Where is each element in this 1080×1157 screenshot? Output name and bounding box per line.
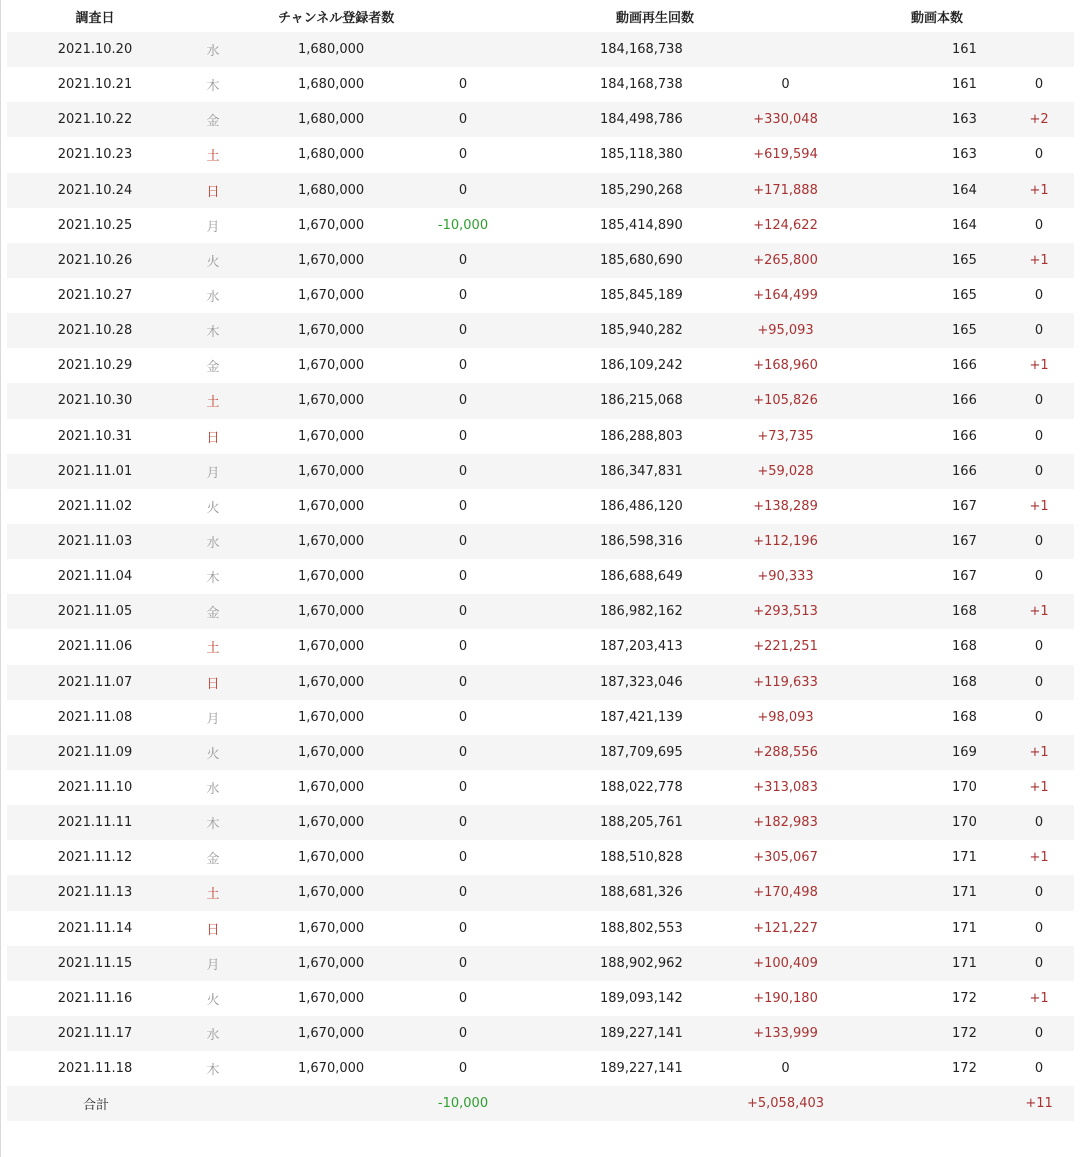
table-row <box>7 735 1074 770</box>
cell-subscribers-diff: 0 <box>393 981 533 1016</box>
cell-date: 2021.10.23 <box>7 137 183 172</box>
cell-videos-diff: +1 <box>1004 243 1074 278</box>
cell-videos: 166 <box>878 454 1004 489</box>
cell-subscribers-diff: 0 <box>393 102 533 137</box>
cell-videos: 172 <box>878 1016 1004 1051</box>
table-row <box>7 629 1074 664</box>
cell-views: 188,205,761 <box>533 805 693 840</box>
cell-views: 189,227,141 <box>533 1016 693 1051</box>
cell-views-diff: +330,048 <box>693 102 878 137</box>
cell-date: 2021.10.30 <box>7 383 183 418</box>
cell-date: 2021.11.02 <box>7 489 183 524</box>
cell-videos-diff: 0 <box>1004 524 1074 559</box>
cell-subscribers-diff: 0 <box>393 665 533 700</box>
cell-views-diff: +170,498 <box>693 875 878 910</box>
cell-subscribers-diff: 0 <box>393 1016 533 1051</box>
cell-videos-diff: +1 <box>1004 489 1074 524</box>
cell-views-diff: 0 <box>693 67 878 102</box>
cell-subscribers: 1,670,000 <box>243 1051 393 1086</box>
cell-views-diff: +95,093 <box>693 313 878 348</box>
cell-videos: 163 <box>878 102 1004 137</box>
cell-date: 2021.11.14 <box>7 911 183 946</box>
cell-subscribers: 1,670,000 <box>243 278 393 313</box>
cell-subscribers-diff: 0 <box>393 875 533 910</box>
cell-videos-diff: 0 <box>1004 700 1074 735</box>
table-row <box>7 67 1074 102</box>
total-label: 合計 <box>7 1086 183 1121</box>
cell-subscribers: 1,670,000 <box>243 875 393 910</box>
total-subscribers-diff: -10,000 <box>393 1086 533 1121</box>
cell-videos-diff: 0 <box>1004 313 1074 348</box>
cell-day-of-week: 土 <box>183 383 243 418</box>
cell-subscribers-diff: 0 <box>393 278 533 313</box>
cell-subscribers-diff: 0 <box>393 805 533 840</box>
cell-videos: 170 <box>878 805 1004 840</box>
cell-views: 186,347,831 <box>533 454 693 489</box>
cell-views: 185,845,189 <box>533 278 693 313</box>
cell-videos-diff: 0 <box>1004 875 1074 910</box>
cell-videos-diff: +1 <box>1004 348 1074 383</box>
cell-day-of-week: 水 <box>183 770 243 805</box>
cell-subscribers: 1,670,000 <box>243 770 393 805</box>
cell-videos-diff: 0 <box>1004 946 1074 981</box>
cell-date: 2021.10.24 <box>7 173 183 208</box>
cell-views-diff: +221,251 <box>693 629 878 664</box>
header-videos: 動画本数 <box>911 10 964 26</box>
cell-views: 185,290,268 <box>533 173 693 208</box>
cell-videos-diff: 0 <box>1004 1016 1074 1051</box>
cell-subscribers-diff: 0 <box>393 348 533 383</box>
cell-subscribers: 1,670,000 <box>243 981 393 1016</box>
table-row <box>7 770 1074 805</box>
cell-views-diff <box>693 32 878 67</box>
cell-views-diff: +124,622 <box>693 208 878 243</box>
cell-videos-diff: +1 <box>1004 770 1074 805</box>
cell-date: 2021.11.01 <box>7 454 183 489</box>
cell-date: 2021.11.16 <box>7 981 183 1016</box>
cell-videos-diff: 0 <box>1004 454 1074 489</box>
table-row <box>7 102 1074 137</box>
cell-subscribers-diff: 0 <box>393 454 533 489</box>
cell-videos-diff <box>1004 32 1074 67</box>
cell-subscribers: 1,670,000 <box>243 665 393 700</box>
table-row <box>7 383 1074 418</box>
cell-subscribers: 1,670,000 <box>243 629 393 664</box>
cell-videos-diff: 0 <box>1004 278 1074 313</box>
cell-subscribers-diff: 0 <box>393 419 533 454</box>
cell-views: 186,288,803 <box>533 419 693 454</box>
cell-date: 2021.11.05 <box>7 594 183 629</box>
cell-videos: 166 <box>878 383 1004 418</box>
cell-videos: 168 <box>878 629 1004 664</box>
cell-subscribers-diff: 0 <box>393 770 533 805</box>
table-row <box>7 454 1074 489</box>
cell-views: 188,022,778 <box>533 770 693 805</box>
cell-subscribers-diff: 0 <box>393 629 533 664</box>
table-row <box>7 419 1074 454</box>
cell-subscribers: 1,670,000 <box>243 489 393 524</box>
cell-subscribers-diff: 0 <box>393 67 533 102</box>
cell-day-of-week: 木 <box>183 313 243 348</box>
cell-subscribers-diff <box>393 32 533 67</box>
cell-date: 2021.11.15 <box>7 946 183 981</box>
cell-views: 186,109,242 <box>533 348 693 383</box>
cell-videos: 166 <box>878 419 1004 454</box>
cell-views-diff: +168,960 <box>693 348 878 383</box>
cell-subscribers: 1,670,000 <box>243 383 393 418</box>
cell-day-of-week: 月 <box>183 208 243 243</box>
cell-videos-diff: +1 <box>1004 981 1074 1016</box>
cell-date: 2021.10.22 <box>7 102 183 137</box>
cell-subscribers-diff: 0 <box>393 524 533 559</box>
cell-videos-diff: 0 <box>1004 67 1074 102</box>
cell-day-of-week: 月 <box>183 700 243 735</box>
cell-day-of-week: 木 <box>183 67 243 102</box>
cell-views-diff: +313,083 <box>693 770 878 805</box>
cell-videos-diff: 0 <box>1004 665 1074 700</box>
cell-date: 2021.11.18 <box>7 1051 183 1086</box>
cell-views: 187,709,695 <box>533 735 693 770</box>
cell-views-diff: +121,227 <box>693 911 878 946</box>
cell-day-of-week: 土 <box>183 137 243 172</box>
total-spacer <box>183 1086 243 1121</box>
cell-subscribers: 1,680,000 <box>243 102 393 137</box>
cell-views-diff: +98,093 <box>693 700 878 735</box>
cell-views: 185,414,890 <box>533 208 693 243</box>
cell-views: 189,093,142 <box>533 981 693 1016</box>
cell-subscribers-diff: 0 <box>393 1051 533 1086</box>
cell-day-of-week: 火 <box>183 981 243 1016</box>
cell-subscribers-diff: 0 <box>393 911 533 946</box>
cell-views: 186,215,068 <box>533 383 693 418</box>
header-views: 動画再生回数 <box>616 10 695 26</box>
cell-videos-diff: 0 <box>1004 559 1074 594</box>
table-row <box>7 840 1074 875</box>
cell-subscribers-diff: 0 <box>393 313 533 348</box>
cell-videos-diff: +1 <box>1004 173 1074 208</box>
cell-views: 186,598,316 <box>533 524 693 559</box>
cell-day-of-week: 金 <box>183 594 243 629</box>
cell-videos-diff: 0 <box>1004 383 1074 418</box>
table-row <box>7 278 1074 313</box>
table-total-row <box>7 1086 1074 1121</box>
cell-subscribers: 1,670,000 <box>243 524 393 559</box>
cell-day-of-week: 土 <box>183 629 243 664</box>
cell-views-diff: +190,180 <box>693 981 878 1016</box>
cell-videos: 165 <box>878 243 1004 278</box>
cell-views: 186,486,120 <box>533 489 693 524</box>
cell-subscribers-diff: 0 <box>393 489 533 524</box>
cell-date: 2021.10.26 <box>7 243 183 278</box>
cell-views: 189,227,141 <box>533 1051 693 1086</box>
cell-views-diff: +619,594 <box>693 137 878 172</box>
cell-date: 2021.10.28 <box>7 313 183 348</box>
total-spacer <box>878 1086 1004 1121</box>
cell-date: 2021.10.29 <box>7 348 183 383</box>
cell-date: 2021.10.20 <box>7 32 183 67</box>
cell-views: 188,902,962 <box>533 946 693 981</box>
cell-subscribers-diff: 0 <box>393 946 533 981</box>
cell-views: 184,498,786 <box>533 102 693 137</box>
cell-day-of-week: 金 <box>183 840 243 875</box>
cell-date: 2021.11.04 <box>7 559 183 594</box>
cell-videos-diff: 0 <box>1004 911 1074 946</box>
cell-videos: 164 <box>878 173 1004 208</box>
cell-views: 184,168,738 <box>533 67 693 102</box>
cell-videos: 167 <box>878 524 1004 559</box>
cell-videos-diff: 0 <box>1004 805 1074 840</box>
cell-subscribers: 1,680,000 <box>243 67 393 102</box>
table-row <box>7 805 1074 840</box>
cell-subscribers: 1,670,000 <box>243 911 393 946</box>
table-row <box>7 208 1074 243</box>
table-row <box>7 875 1074 910</box>
cell-views-diff: +105,826 <box>693 383 878 418</box>
cell-day-of-week: 日 <box>183 911 243 946</box>
cell-views: 188,681,326 <box>533 875 693 910</box>
cell-day-of-week: 金 <box>183 348 243 383</box>
cell-views-diff: +90,333 <box>693 559 878 594</box>
cell-subscribers: 1,670,000 <box>243 559 393 594</box>
cell-date: 2021.10.21 <box>7 67 183 102</box>
cell-subscribers: 1,670,000 <box>243 208 393 243</box>
cell-videos-diff: 0 <box>1004 137 1074 172</box>
table-row <box>7 700 1074 735</box>
cell-views-diff: +138,289 <box>693 489 878 524</box>
cell-views-diff: +182,983 <box>693 805 878 840</box>
cell-subscribers-diff: 0 <box>393 559 533 594</box>
cell-videos: 168 <box>878 700 1004 735</box>
cell-views-diff: +305,067 <box>693 840 878 875</box>
table-row <box>7 594 1074 629</box>
table-row <box>7 243 1074 278</box>
cell-videos: 167 <box>878 559 1004 594</box>
cell-day-of-week: 木 <box>183 1051 243 1086</box>
cell-subscribers-diff: 0 <box>393 735 533 770</box>
cell-date: 2021.11.12 <box>7 840 183 875</box>
cell-views: 185,680,690 <box>533 243 693 278</box>
total-spacer <box>533 1086 693 1121</box>
cell-day-of-week: 火 <box>183 243 243 278</box>
cell-subscribers-diff: 0 <box>393 383 533 418</box>
cell-date: 2021.11.17 <box>7 1016 183 1051</box>
cell-day-of-week: 水 <box>183 32 243 67</box>
table-row <box>7 348 1074 383</box>
cell-subscribers-diff: 0 <box>393 173 533 208</box>
cell-views-diff: +288,556 <box>693 735 878 770</box>
cell-day-of-week: 木 <box>183 805 243 840</box>
cell-day-of-week: 土 <box>183 875 243 910</box>
cell-videos: 171 <box>878 875 1004 910</box>
table-row <box>7 32 1074 67</box>
cell-day-of-week: 月 <box>183 946 243 981</box>
cell-views-diff: +59,028 <box>693 454 878 489</box>
cell-views: 185,118,380 <box>533 137 693 172</box>
cell-date: 2021.10.31 <box>7 419 183 454</box>
total-spacer <box>243 1086 393 1121</box>
cell-videos-diff: +1 <box>1004 840 1074 875</box>
cell-day-of-week: 水 <box>183 524 243 559</box>
cell-videos: 171 <box>878 840 1004 875</box>
cell-videos: 171 <box>878 946 1004 981</box>
cell-videos: 169 <box>878 735 1004 770</box>
cell-videos: 161 <box>878 67 1004 102</box>
cell-videos: 171 <box>878 911 1004 946</box>
header-dow-spacer <box>183 0 243 32</box>
header-date: 調査日 <box>75 10 115 26</box>
cell-views: 186,688,649 <box>533 559 693 594</box>
cell-day-of-week: 月 <box>183 454 243 489</box>
cell-views-diff: +164,499 <box>693 278 878 313</box>
cell-videos-diff: 0 <box>1004 1051 1074 1086</box>
cell-videos: 172 <box>878 981 1004 1016</box>
cell-views-diff: +265,800 <box>693 243 878 278</box>
cell-videos: 166 <box>878 348 1004 383</box>
cell-subscribers: 1,670,000 <box>243 1016 393 1051</box>
cell-views: 188,510,828 <box>533 840 693 875</box>
cell-subscribers-diff: 0 <box>393 137 533 172</box>
cell-date: 2021.11.10 <box>7 770 183 805</box>
cell-videos: 168 <box>878 594 1004 629</box>
cell-subscribers: 1,670,000 <box>243 594 393 629</box>
cell-videos: 168 <box>878 665 1004 700</box>
cell-subscribers: 1,680,000 <box>243 32 393 67</box>
cell-day-of-week: 日 <box>183 419 243 454</box>
cell-videos: 167 <box>878 489 1004 524</box>
cell-date: 2021.10.27 <box>7 278 183 313</box>
cell-day-of-week: 火 <box>183 489 243 524</box>
cell-videos-diff: 0 <box>1004 419 1074 454</box>
table-row <box>7 489 1074 524</box>
total-videos-diff: +11 <box>1004 1086 1074 1121</box>
table-header-row <box>7 0 1074 32</box>
cell-subscribers: 1,680,000 <box>243 173 393 208</box>
cell-videos: 163 <box>878 137 1004 172</box>
cell-views-diff: +119,633 <box>693 665 878 700</box>
cell-subscribers-diff: 0 <box>393 700 533 735</box>
channel-stats-table <box>7 0 1074 1121</box>
cell-date: 2021.11.09 <box>7 735 183 770</box>
cell-date: 2021.11.08 <box>7 700 183 735</box>
cell-subscribers: 1,670,000 <box>243 735 393 770</box>
cell-subscribers-diff: -10,000 <box>393 208 533 243</box>
cell-subscribers: 1,670,000 <box>243 243 393 278</box>
cell-views: 187,203,413 <box>533 629 693 664</box>
table-row <box>7 524 1074 559</box>
table-row <box>7 981 1074 1016</box>
cell-subscribers-diff: 0 <box>393 840 533 875</box>
table-row <box>7 137 1074 172</box>
cell-day-of-week: 水 <box>183 1016 243 1051</box>
cell-views-diff: 0 <box>693 1051 878 1086</box>
cell-views-diff: +133,999 <box>693 1016 878 1051</box>
cell-day-of-week: 金 <box>183 102 243 137</box>
cell-views: 187,323,046 <box>533 665 693 700</box>
cell-views-diff: +293,513 <box>693 594 878 629</box>
cell-date: 2021.11.06 <box>7 629 183 664</box>
cell-subscribers: 1,670,000 <box>243 805 393 840</box>
cell-day-of-week: 水 <box>183 278 243 313</box>
cell-date: 2021.10.25 <box>7 208 183 243</box>
header-subscribers: チャンネル登録者数 <box>278 10 395 26</box>
cell-views-diff: +112,196 <box>693 524 878 559</box>
cell-videos: 165 <box>878 278 1004 313</box>
cell-videos-diff: +2 <box>1004 102 1074 137</box>
cell-date: 2021.11.07 <box>7 665 183 700</box>
cell-subscribers: 1,670,000 <box>243 419 393 454</box>
cell-subscribers: 1,670,000 <box>243 700 393 735</box>
table-row <box>7 665 1074 700</box>
cell-day-of-week: 日 <box>183 665 243 700</box>
cell-day-of-week: 火 <box>183 735 243 770</box>
cell-date: 2021.11.13 <box>7 875 183 910</box>
cell-day-of-week: 日 <box>183 173 243 208</box>
cell-videos-diff: +1 <box>1004 594 1074 629</box>
table-row <box>7 559 1074 594</box>
table-row <box>7 911 1074 946</box>
cell-subscribers: 1,670,000 <box>243 313 393 348</box>
cell-videos: 172 <box>878 1051 1004 1086</box>
table-row <box>7 313 1074 348</box>
cell-subscribers: 1,670,000 <box>243 348 393 383</box>
cell-subscribers: 1,680,000 <box>243 137 393 172</box>
cell-videos: 170 <box>878 770 1004 805</box>
cell-views: 185,940,282 <box>533 313 693 348</box>
cell-views: 184,168,738 <box>533 32 693 67</box>
table-row <box>7 1051 1074 1086</box>
cell-subscribers-diff: 0 <box>393 594 533 629</box>
cell-subscribers-diff: 0 <box>393 243 533 278</box>
cell-views: 187,421,139 <box>533 700 693 735</box>
cell-subscribers: 1,670,000 <box>243 840 393 875</box>
cell-views: 186,982,162 <box>533 594 693 629</box>
cell-date: 2021.11.11 <box>7 805 183 840</box>
table-row <box>7 173 1074 208</box>
cell-videos: 161 <box>878 32 1004 67</box>
cell-views-diff: +73,735 <box>693 419 878 454</box>
cell-videos-diff: 0 <box>1004 208 1074 243</box>
cell-videos: 164 <box>878 208 1004 243</box>
cell-views: 188,802,553 <box>533 911 693 946</box>
cell-videos-diff: +1 <box>1004 735 1074 770</box>
table-row <box>7 1016 1074 1051</box>
cell-videos: 165 <box>878 313 1004 348</box>
table-body <box>7 32 1074 1121</box>
cell-videos-diff: 0 <box>1004 629 1074 664</box>
cell-date: 2021.11.03 <box>7 524 183 559</box>
cell-day-of-week: 木 <box>183 559 243 594</box>
total-views-diff: +5,058,403 <box>693 1086 878 1121</box>
cell-subscribers: 1,670,000 <box>243 454 393 489</box>
cell-subscribers: 1,670,000 <box>243 946 393 981</box>
cell-views-diff: +100,409 <box>693 946 878 981</box>
cell-views-diff: +171,888 <box>693 173 878 208</box>
table-row <box>7 946 1074 981</box>
